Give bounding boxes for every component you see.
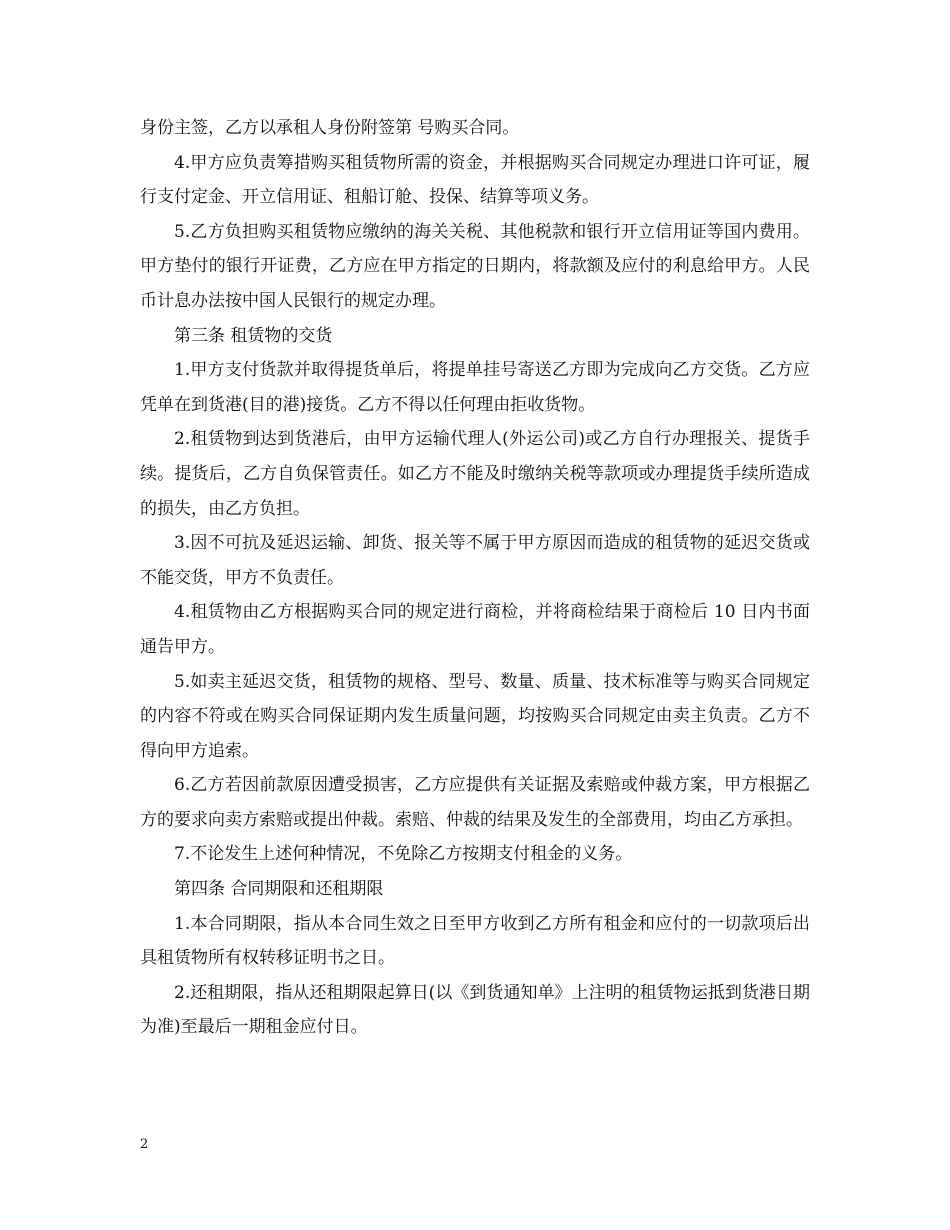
section-heading-article-3: 第三条 租赁物的交货 [174, 325, 333, 346]
paragraph: 3.因不可抗及延迟运输、卸货、报关等不属于甲方原因而造成的租赁物的延迟交货或不能交货，甲方不负责任。 [140, 533, 810, 588]
paragraph: 2.还租期限，指从还租期限起算日(以《到货通知单》上注明的租赁物运抵到货港日期为准)至最后一期租金应付日。 [140, 982, 810, 1038]
section-heading-article-4: 第四条 合同期限和还租期限 [174, 879, 384, 900]
paragraph: 身份主签，乙方以承租人身份附签第 号购买合同。 [140, 118, 520, 138]
paragraph: 4.租赁物由乙方根据购买合同的规定进行商检，并将商检结果于商检后 10 日内书面通告甲方。 [140, 602, 810, 657]
document-body [140, 111, 810, 1045]
paragraph: 4.甲方应负责筹措购买租赁物所需的资金，并根据购买合同规定办理进口许可证，履行支付定金、开立信用证、租船订舱、投保、结算等项义务。 [140, 152, 810, 208]
paragraph: 7.不论发生上述何种情况，不免除乙方按期支付租金的义务。 [174, 844, 633, 865]
paragraph: 6.乙方若因前款原因遭受损害，乙方应提供有关证据及索赔或仲裁方案，甲方根据乙方的要求向卖方索赔或提出仲裁。索赔、仲裁的结果及发生的全部费用，均由乙方承担。 [140, 775, 810, 830]
paragraph: 5.如卖主延迟交货，租赁物的规格、型号、数量、质量、技术标准等与购买合同规定的内容不符或在购买合同保证期内发生质量问题，均按购买合同规定由卖主负责。乙方不得向甲方追索。 [140, 671, 810, 761]
paragraph: 1.甲方支付货款并取得提货单后，将提单挂号寄送乙方即为完成向乙方交货。乙方应凭单在到货港(目的港)接货。乙方不得以任何理由拒收货物。 [140, 360, 810, 415]
paragraph: 5.乙方负担购买租赁物应缴纳的海关关税、其他税款和银行开立信用证等国内费用。甲方垫付的银行开证费，乙方应在甲方指定的日期内，将款额及应付的利息给甲方。人民币计息办法按中国人民银行的规定办理。 [140, 221, 810, 311]
page-number: 2 [140, 1137, 149, 1152]
paragraph: 2.租赁物到达到货港后，由甲方运输代理人(外运公司)或乙方自行办理报关、提货手续。提货后，乙方自负保管责任。如乙方不能及时缴纳关税等款项或办理提货手续所造成的损失，由乙方负担。 [140, 429, 810, 519]
paragraph: 1.本合同期限，指从本合同生效之日至甲方收到乙方所有租金和应付的一切款项后出具租赁物所有权转移证明书之日。 [140, 913, 810, 969]
